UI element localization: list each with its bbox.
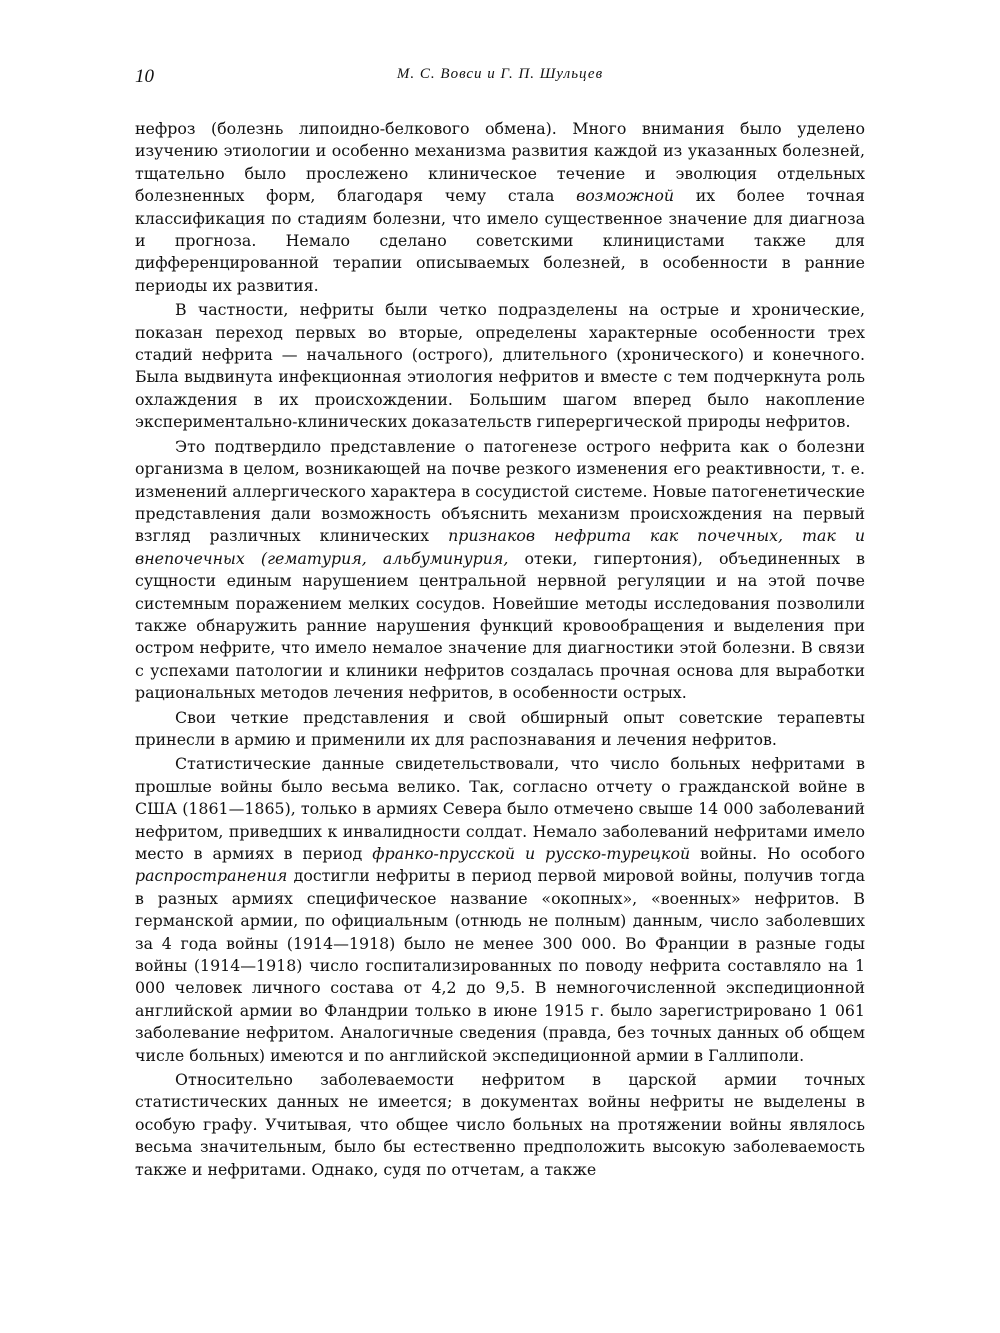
paragraph-5	[135, 753, 865, 1067]
text-segment: достигли нефриты в период первой мировой войны, получив тогда в разных армиях специфическое название «окопных», «военных» нефритов. В германской армии, по официальным (отнюдь не полным) данным, число заболевших за 4 года войны (1914—1918) было не менее 300 000. Во Франции в разные годы войны (1914—1918) число госпитализированных по поводу нефрита составляло на 1 000 человек личного состава от 4,2 до 9,5. В немногочисленной экспедиционной английской армии во Фландрии только в июне 1915 г. было зарегистрировано 1 061 заболевание нефритом. Аналогичные сведения (правда, без точных данных об общем числе больных) имеются и по английской экспедиционной армии в Галлиполи.	[135, 866, 865, 1065]
paragraph-6	[135, 1069, 865, 1181]
italic-segment: возможной	[576, 186, 675, 206]
paragraph-3	[135, 436, 865, 705]
text-segment: Статистические данные свидетельствовали, что число больных нефритами в прошлые войны было весьма велико. Так, согласно отчету о гражданской войне в США (1861—1865), только в армиях Севера было отмечено свыше 14 000 заболеваний нефритом, приведших к инвалидности солдат. Немало заболеваний нефритами имело место в армиях в период	[135, 754, 865, 863]
paragraph-2	[135, 299, 865, 433]
text-segment: Относительно заболеваемости нефритом в царской армии точных статистических данных не имеется; в документах войны нефриты не выделены в особую графу. Учитывая, что общее число больных на протяжении войны являлось весьма значительным, было бы естественно предположить высокую заболеваемость также и нефритами. Однако, судя по отчетам, а также	[135, 1070, 865, 1179]
text-segment: войны. Но особого	[690, 844, 865, 863]
text-segment: Свои четкие представления и свой обширный опыт советские терапевты принесли в армию и применили их для распознавания и лечения нефритов.	[135, 707, 865, 749]
paragraph-1	[135, 118, 865, 297]
running-head: М. С. Вовси и Г. П. Шульцев	[396, 66, 604, 82]
page-number: 10	[135, 66, 154, 87]
text-segment: отеки, гипертония), объединенных в сущности единым нарушением центральной нервной регуляции и на этой почве системным поражением мелких сосудов. Новейшие методы исследования позволили также обнаружить ранние нарушения функций кровообращения и выделения при остром нефрите, что имело немалое значение для диагностики этой болезни. В связи с успехами патологии и клиники нефритов создалась прочная основа для выработки рациональных методов лечения нефритов, в особенности острых.	[135, 548, 866, 703]
text-segment: В частности, нефриты были четко подразделены на острые и хронические, показан переход первых во вторые, определены характерные особенности трех стадий нефрита — начального (острого), длительного (хронического) и конечного. Была выдвинута инфекционная этиология нефритов и вместе с тем подчеркнута роль охлаждения в их происхождении. Большим шагом вперед было накопление экспериментально-клинических доказательств гиперергической природы нефритов.	[135, 300, 865, 432]
italic-segment: распространения	[135, 866, 288, 886]
italic-segment: франко-прусской и русско-турецкой	[372, 844, 691, 863]
main-text	[135, 118, 865, 1183]
page-header	[135, 66, 865, 92]
text-segment: их более точная классификация по стадиям болезни, что имело существенное значение для диагноза и прогноза. Немало сделано советскими клиницистами также для дифференцированной терапии описываемых болезней, в особенности в ранние периоды их развития.	[135, 186, 865, 295]
paragraph-4	[135, 707, 865, 752]
italic-segment: признаков нефрита как почечных, так и внепочечных (гематурия, альбуминурия,	[135, 526, 866, 568]
text-segment: нефроз (болезнь липоидно-белкового обмена). Много внимания было уделено изучению этиологии и особенно механизма развития каждой из указанных болезней, тщательно было прослежено клиническое течение и эволюция отдельных болезненных форм, благодаря чему стала	[135, 119, 865, 206]
text-segment: Это подтвердило представление о патогенезе острого нефрита как о болезни организма в целом, возникающей на почве резкого изменения его реактивности, т. е. изменений аллергического характера в сосудистой системе. Новые патогенетические представления дали возможность объяснить механизм происхождения на первый взгляд различных клинических	[135, 436, 866, 546]
